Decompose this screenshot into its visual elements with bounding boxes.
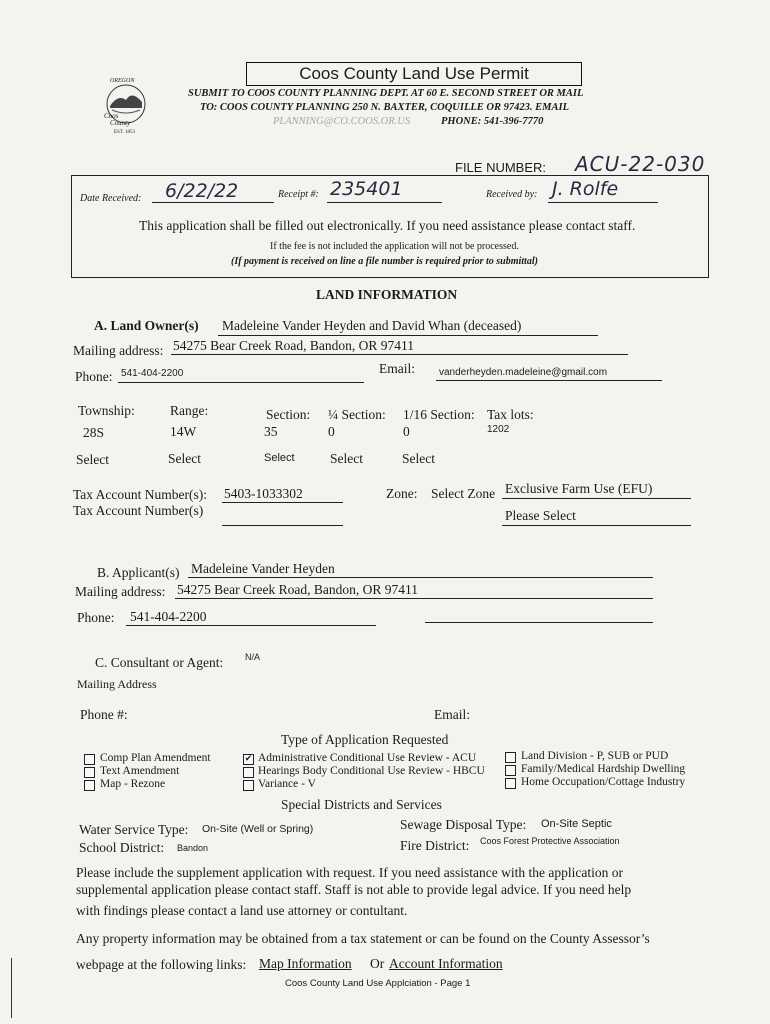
application-type-label: Variance - V (258, 778, 316, 790)
owner-mailing-line (171, 354, 628, 355)
sewage-disposal-label: Sewage Disposal Type: (400, 817, 527, 832)
received-by-label: Received by: (486, 189, 538, 200)
tax-lots-value[interactable]: 1202 (487, 424, 510, 435)
section-value[interactable]: 35 (264, 424, 278, 439)
applicant-mailing-label: Mailing address: (75, 584, 166, 599)
zone-line-2 (502, 525, 691, 526)
applicant-value[interactable]: Madeleine Vander Heyden (191, 561, 335, 576)
consultant-label: C. Consultant or Agent: (95, 655, 224, 670)
tax-lots-label: Tax lots: (487, 407, 534, 422)
planning-phone: PHONE: 541-396-7770 (441, 116, 544, 127)
application-type-checkbox[interactable] (243, 780, 254, 791)
application-type-checkbox[interactable] (84, 754, 95, 765)
tax-account-value-1[interactable]: 5403-1033302 (224, 486, 303, 501)
zone-value[interactable]: Exclusive Farm Use (EFU) (505, 481, 653, 496)
map-information-link[interactable]: Map Information (259, 956, 352, 971)
owner-value[interactable]: Madeleine Vander Heyden and David Whan (deceased) (222, 318, 522, 333)
applicant-phone-value[interactable]: 541-404-2200 (130, 609, 207, 624)
receipt-number-label: Receipt #: (278, 189, 319, 200)
fire-district-value[interactable]: Coos Forest Protective Association (480, 836, 620, 846)
application-type-label: Text Amendment (100, 765, 180, 777)
applicant-label: B. Applicant(s) (97, 565, 180, 580)
school-district-value[interactable]: Bandon (177, 843, 209, 853)
application-type-label: Comp Plan Amendment (100, 752, 211, 764)
application-type-label: Home Occupation/Cottage Industry (521, 776, 686, 788)
tax-account-line-2 (222, 525, 343, 526)
sixteenth-section-label: 1/16 Section: (403, 407, 475, 422)
payment-note: (If payment is received on line a file number is required prior to submittal) (231, 256, 538, 267)
application-type-checkbox[interactable] (84, 767, 95, 778)
sewage-disposal-value[interactable]: On-Site Septic (541, 818, 612, 830)
owner-phone-line (118, 382, 364, 383)
quarter-section-value[interactable]: 0 (328, 424, 335, 439)
applicant-phone-line (126, 625, 376, 626)
sixteenth-section-value[interactable]: 0 (403, 424, 410, 439)
application-type-checkbox[interactable] (243, 767, 254, 778)
range-label: Range: (170, 403, 209, 418)
application-type-label: Map - Rezone (100, 778, 166, 790)
received-by-line (548, 202, 658, 203)
property-info-line-1: Any property information may be obtained from a tax statement or can be found on the County Assessor’s (76, 931, 650, 946)
applicant-mailing-value[interactable]: 54275 Bear Creek Road, Bandon, OR 97411 (177, 582, 418, 597)
logo-coos-text: Coos (104, 112, 119, 120)
section-select[interactable]: Select (264, 452, 295, 464)
logo-top-text: OREGON (110, 78, 135, 84)
planning-email: PLANNING@CO.COOS.OR.US (273, 116, 411, 127)
application-type-label: Administrative Conditional Use Review - ACU (258, 752, 477, 764)
application-type-checkbox[interactable] (84, 780, 95, 791)
section-label: Section: (266, 407, 311, 422)
application-type-checkbox[interactable] (505, 752, 516, 763)
logo-est-text: EST. 1853 (114, 130, 136, 135)
owner-mailing-value[interactable]: 54275 Bear Creek Road, Bandon, OR 97411 (173, 338, 414, 353)
sixteenth-section-select[interactable]: Select (402, 451, 435, 466)
property-info-prefix: webpage at the following links: (76, 957, 247, 972)
application-type-checkbox[interactable]: ✔ (244, 754, 253, 764)
owner-label: A. Land Owner(s) (94, 318, 199, 333)
school-district-label: School District: (79, 840, 165, 855)
owner-phone-value[interactable]: 541-404-2200 (121, 368, 184, 379)
logo-county-text: County (110, 119, 131, 127)
page-title: Coos County Land Use Permit (246, 62, 582, 86)
application-type-label: Family/Medical Hardship Dwelling (521, 763, 686, 775)
land-info-heading: LAND INFORMATION (316, 287, 458, 302)
account-information-link[interactable]: Account Information (389, 956, 503, 971)
fire-district-label: Fire District: (400, 838, 470, 853)
township-value[interactable]: 28S (83, 425, 105, 440)
owner-phone-label: Phone: (75, 369, 113, 384)
supplement-paragraph-line-3: with findings please contact a land use attorney or contultant. (76, 903, 408, 918)
quarter-section-label: ¼ Section: (328, 407, 386, 422)
township-select[interactable]: Select (76, 452, 109, 467)
zone-select-label: Select Zone (431, 486, 496, 501)
application-type-heading: Type of Application Requested (281, 732, 449, 747)
date-received-line (152, 202, 274, 203)
water-service-label: Water Service Type: (79, 822, 189, 837)
submit-line-2: TO: COOS COUNTY PLANNING 250 N. BAXTER, COQUILLE OR 97423. EMAIL (200, 102, 569, 113)
supplement-paragraph-line-1: Please include the supplement application with request. If you need assistance with the application or (76, 865, 623, 880)
special-districts-heading: Special Districts and Services (281, 797, 442, 812)
application-type-label: Hearings Body Conditional Use Review - HBCU (258, 765, 485, 777)
receipt-number-value: 235401 (330, 178, 403, 200)
received-by-value: J. Rolfe (552, 178, 619, 200)
tax-account-label-2: Tax Account Number(s) (73, 503, 204, 518)
consultant-phone-label: Phone #: (80, 707, 128, 722)
supplement-paragraph-line-2: supplemental application please contact staff. Staff is not able to provide legal advice. If you need help (76, 882, 632, 897)
scan-edge-line (11, 958, 12, 1018)
owner-line (218, 335, 598, 336)
water-service-value[interactable]: On-Site (Well or Spring) (202, 823, 314, 835)
page-footer-label: Coos County Land Use Applciation - Page 1 (285, 978, 471, 989)
range-select[interactable]: Select (168, 451, 201, 466)
applicant-email-line (425, 622, 653, 623)
zone-label: Zone: (386, 486, 418, 501)
applicant-phone-label: Phone: (77, 610, 115, 625)
application-type-checkbox[interactable] (505, 765, 516, 776)
file-number-label: FILE NUMBER: (455, 160, 547, 175)
owner-email-label: Email: (379, 361, 415, 376)
or-text: Or (370, 956, 385, 971)
range-value[interactable]: 14W (170, 424, 197, 439)
consultant-mailing-label: Mailing Address (77, 677, 157, 691)
tax-account-line-1 (222, 502, 343, 503)
date-received-label: Date Received: (80, 193, 142, 204)
receipt-number-line (327, 202, 442, 203)
fee-note: If the fee is not included the application will not be processed. (270, 241, 519, 252)
owner-email-value[interactable]: vanderheyden.madeleine@gmail.com (439, 367, 608, 378)
consultant-value[interactable]: N/A (245, 652, 261, 662)
owner-email-line (436, 380, 662, 381)
owner-mailing-label: Mailing address: (73, 343, 164, 358)
zone-select-2[interactable]: Please Select (505, 508, 576, 523)
submit-line-1: SUBMIT TO COOS COUNTY PLANNING DEPT. AT 60 E. SECOND STREET OR MAIL (188, 88, 584, 99)
applicant-mailing-line (175, 598, 653, 599)
township-label: Township: (78, 403, 135, 418)
quarter-section-select[interactable]: Select (330, 451, 363, 466)
electronic-notice: This application shall be filled out electronically. If you need assistance please contact staff. (139, 218, 636, 233)
application-type-label: Land Division - P, SUB or PUD (521, 750, 669, 762)
consultant-email-label: Email: (434, 707, 470, 722)
county-logo (100, 78, 160, 142)
zone-line-1 (502, 498, 691, 499)
file-number-value: ACU-22-030 (575, 152, 706, 176)
tax-account-label-1: Tax Account Number(s): (73, 487, 208, 502)
date-received-value: 6/22/22 (165, 180, 239, 202)
applicant-line (188, 577, 653, 578)
application-type-checkbox[interactable] (505, 778, 516, 789)
